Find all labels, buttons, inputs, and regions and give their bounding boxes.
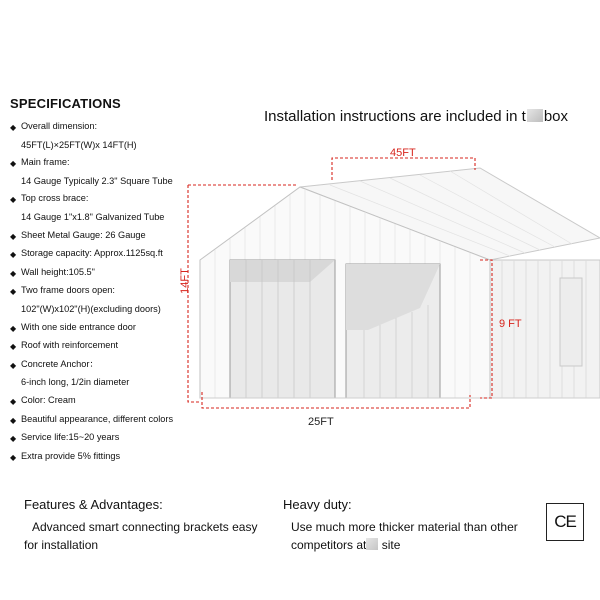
ce-mark: CE bbox=[554, 512, 576, 531]
spec-label: Color: Cream bbox=[21, 394, 76, 405]
diamond-bullet-icon: ◆ bbox=[10, 231, 17, 241]
diamond-bullet-icon: ◆ bbox=[10, 195, 17, 205]
blurred-text-mask-2 bbox=[366, 538, 378, 550]
installation-notice bbox=[264, 108, 568, 125]
spec-label: Extra provide 5% fittings bbox=[21, 450, 121, 461]
spec-item bbox=[10, 451, 210, 463]
spec-detail: 14 Gauge Typically 2.3" Square Tube bbox=[21, 175, 173, 186]
width-label: 25FT bbox=[308, 416, 334, 428]
heavy-duty-line-1: Use much more thicker material than other bbox=[291, 520, 518, 534]
spec-detail: 45FT(L)×25FT(W)x 14FT(H) bbox=[21, 139, 137, 150]
installation-text-end: box bbox=[543, 108, 568, 125]
spec-detail: 6-inch long, 1/2in diameter bbox=[21, 377, 130, 388]
diamond-bullet-icon: ◆ bbox=[10, 434, 17, 444]
diamond-bullet-icon: ◆ bbox=[10, 415, 17, 425]
diamond-bullet-icon: ◆ bbox=[10, 323, 17, 333]
spec-label: Sheet Metal Gauge: 26 Gauge bbox=[21, 229, 146, 240]
diamond-bullet-icon: ◆ bbox=[10, 360, 17, 370]
spec-label: Overall dimension: bbox=[21, 121, 98, 131]
features-line-1: Advanced smart connecting brackets easy bbox=[32, 520, 258, 534]
side-entrance-door bbox=[560, 278, 582, 366]
heavy-duty-line-2-start: competitors at bbox=[291, 538, 367, 552]
diamond-bullet-icon: ◆ bbox=[10, 123, 17, 132]
diamond-bullet-icon: ◆ bbox=[10, 287, 17, 297]
installation-text-start: Installation instructions are included in t bbox=[264, 108, 526, 125]
garage-illustration bbox=[180, 140, 600, 440]
spec-label: Two frame doors open: bbox=[21, 285, 115, 296]
features-title: Features & Advantages: bbox=[24, 497, 163, 512]
features-line-2: for installation bbox=[24, 538, 99, 552]
spec-label: Service life:15~20 years bbox=[21, 432, 120, 443]
length-label: 45FT bbox=[390, 147, 416, 159]
heavy-duty-line-2 bbox=[283, 536, 518, 554]
diamond-bullet-icon: ◆ bbox=[10, 159, 17, 169]
diamond-bullet-icon: ◆ bbox=[10, 396, 17, 406]
specifications-title: SPECIFICATIONS bbox=[10, 96, 121, 111]
heavy-duty-block bbox=[283, 496, 518, 554]
spec-label: Top cross brace: bbox=[21, 193, 89, 204]
diamond-bullet-icon: ◆ bbox=[10, 452, 17, 462]
diamond-bullet-icon: ◆ bbox=[10, 268, 17, 278]
spec-label: Beautiful appearance, different colors bbox=[21, 413, 174, 424]
spec-label: Main frame: bbox=[21, 157, 70, 168]
height-label: 14FT bbox=[178, 268, 191, 294]
heavy-duty-line-2-end: site bbox=[381, 538, 401, 552]
spec-label: Wall height:105.5" bbox=[21, 266, 95, 277]
wall-height-label: 9 FT bbox=[499, 318, 522, 330]
diamond-bullet-icon: ◆ bbox=[10, 342, 17, 352]
frame-door-left bbox=[230, 260, 335, 398]
spec-detail: 102"(W)x102"(H)(excluding doors) bbox=[21, 303, 161, 314]
spec-detail: 14 Gauge 1"x1.8" Galvanized Tube bbox=[21, 211, 165, 222]
frame-door-right bbox=[346, 264, 440, 398]
heavy-duty-title: Heavy duty: bbox=[283, 497, 352, 512]
blurred-text-mask bbox=[527, 109, 543, 122]
features-block bbox=[24, 496, 257, 554]
spec-label: With one side entrance door bbox=[21, 321, 136, 332]
ce-certification-badge bbox=[546, 503, 584, 541]
spec-label: Storage capacity: Approx.1125sq.ft bbox=[21, 248, 163, 259]
spec-label: Concrete Anchor： bbox=[21, 358, 99, 369]
diamond-bullet-icon: ◆ bbox=[10, 250, 17, 260]
spec-label: Roof with reinforcement bbox=[21, 340, 119, 351]
